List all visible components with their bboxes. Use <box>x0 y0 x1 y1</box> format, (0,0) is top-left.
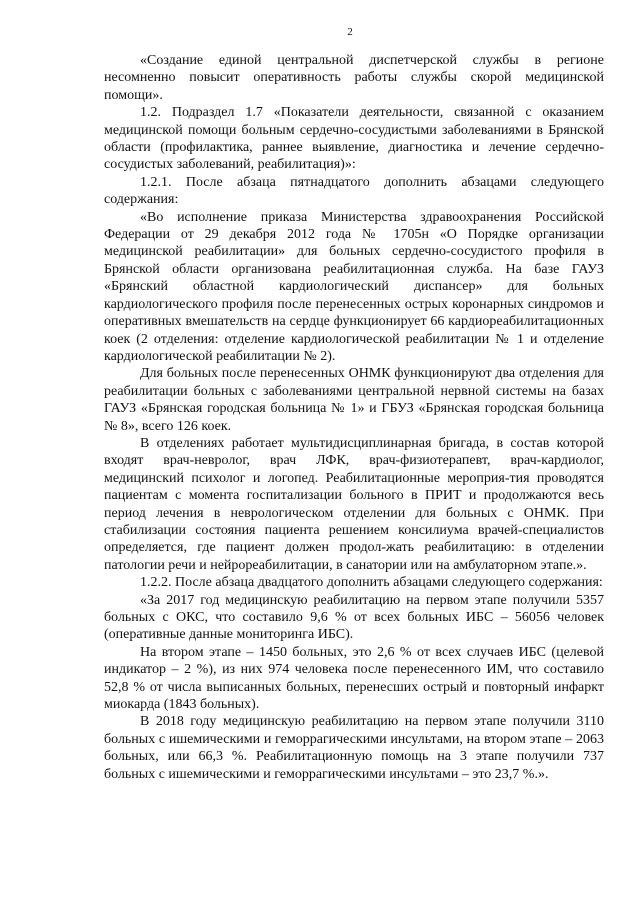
paragraph-1-2-1: 1.2.1. После абзаца пятнадцатого дополнить абзацами следующего содержания: <box>104 174 604 208</box>
paragraph-stage-two: На втором этапе – 1450 больных, это 2,6 % от всех случаев ИБС (целевой индикатор – 2 %), из них 974 человека после перенесенного ИМ, что составило 52,8 % от числа выписанных больных, перенесших острый и повторный инфаркт миокарда (1843 больных). <box>104 644 604 713</box>
paragraph-1-2: 1.2. Подраздел 1.7 «Показатели деятельности, связанной с оказанием медицинской помощи больным сердечно-сосудистыми заболеваниями в Брянской области (профилактика, раннее выявление, диагностика и лечение сердечно-сосудистых заболеваний, реабилитация)»: <box>104 105 604 173</box>
paragraph-order-1705n: «Во исполнение приказа Министерства здравоохранения Российской Федерации от 29 декабря 2012 года № 1705н «О Порядке организации медицинской реабилитации» для больных сердечно-сосудистого профиля в Брянской области организована реабилитационная служба. На базе ГАУЗ «Брянский областной кардиологический диспансер» для больных кардиологического профиля после перенесенных острых коронарных синдромов и оперативных вмешательств на сердце функционирует 66 кардиореабилитационных коек (2 отделения: отделение кардиологической реабилитации № 1 и отделение кардиологической реабилитации № 2). <box>104 209 604 364</box>
paragraph-2018-stroke: В 2018 году медицинскую реабилитацию на первом этапе получили 3110 больных с ишемическими и геморрагическими инсультами, на втором этапе – 2063 больных, или 66,3 %. Реабилитационную помощь на 3 этапе получили 737 больных с ишемическими и геморрагическими инсультами – это 23,7 %.». <box>104 714 604 782</box>
paragraph-quote-dispatch: «Создание единой центральной диспетчерской службы в регионе несомненно повысит оперативность работы службы скорой медицинской помощи». <box>104 53 604 103</box>
page-number: 2 <box>347 26 353 38</box>
paragraph-2017-stage-one: «За 2017 год медицинскую реабилитацию на первом этапе получили 5357 больных с ОКС, что составило 9,6 % от всех больных ИБС – 56056 человек (оперативные данные мониторинга ИБС). <box>104 592 604 643</box>
paragraph-onmk-departments: Для больных после перенесенных ОНМК функционируют два отделения для реабилитации больных с заболеваниями центральной нервной системы на базах ГАУЗ «Брянская городская больница № 1» и ГБУЗ «Брянская городская больница № 8», всего 126 коек. <box>104 366 604 434</box>
paragraph-multidisciplinary-team: В отделениях работает мультидисциплинарная бригада, в состав которой входят врач-невролог, врач ЛФК, врач-физиотерапевт, врач-кардиолог, медицинский психолог и логопед. Реабилитационные мероприя-тия проводятся пациентам с момента госпитализации больного в ПРИТ и продолжаются весь период лечения в неврологическом отделении для больных с ОНМК. При стабилизации состояния пациента решением консилиума врачей-специалистов определяется, где пациент должен продол-жать реабилитацию: в отделении патологии речи и нейрореабилитации, в санатории или на амбулаторном этапе.». <box>104 435 604 573</box>
paragraph-1-2-2: 1.2.2. После абзаца двадцатого дополнить абзацами следующего содержания: <box>140 575 603 591</box>
document-body <box>104 52 604 783</box>
